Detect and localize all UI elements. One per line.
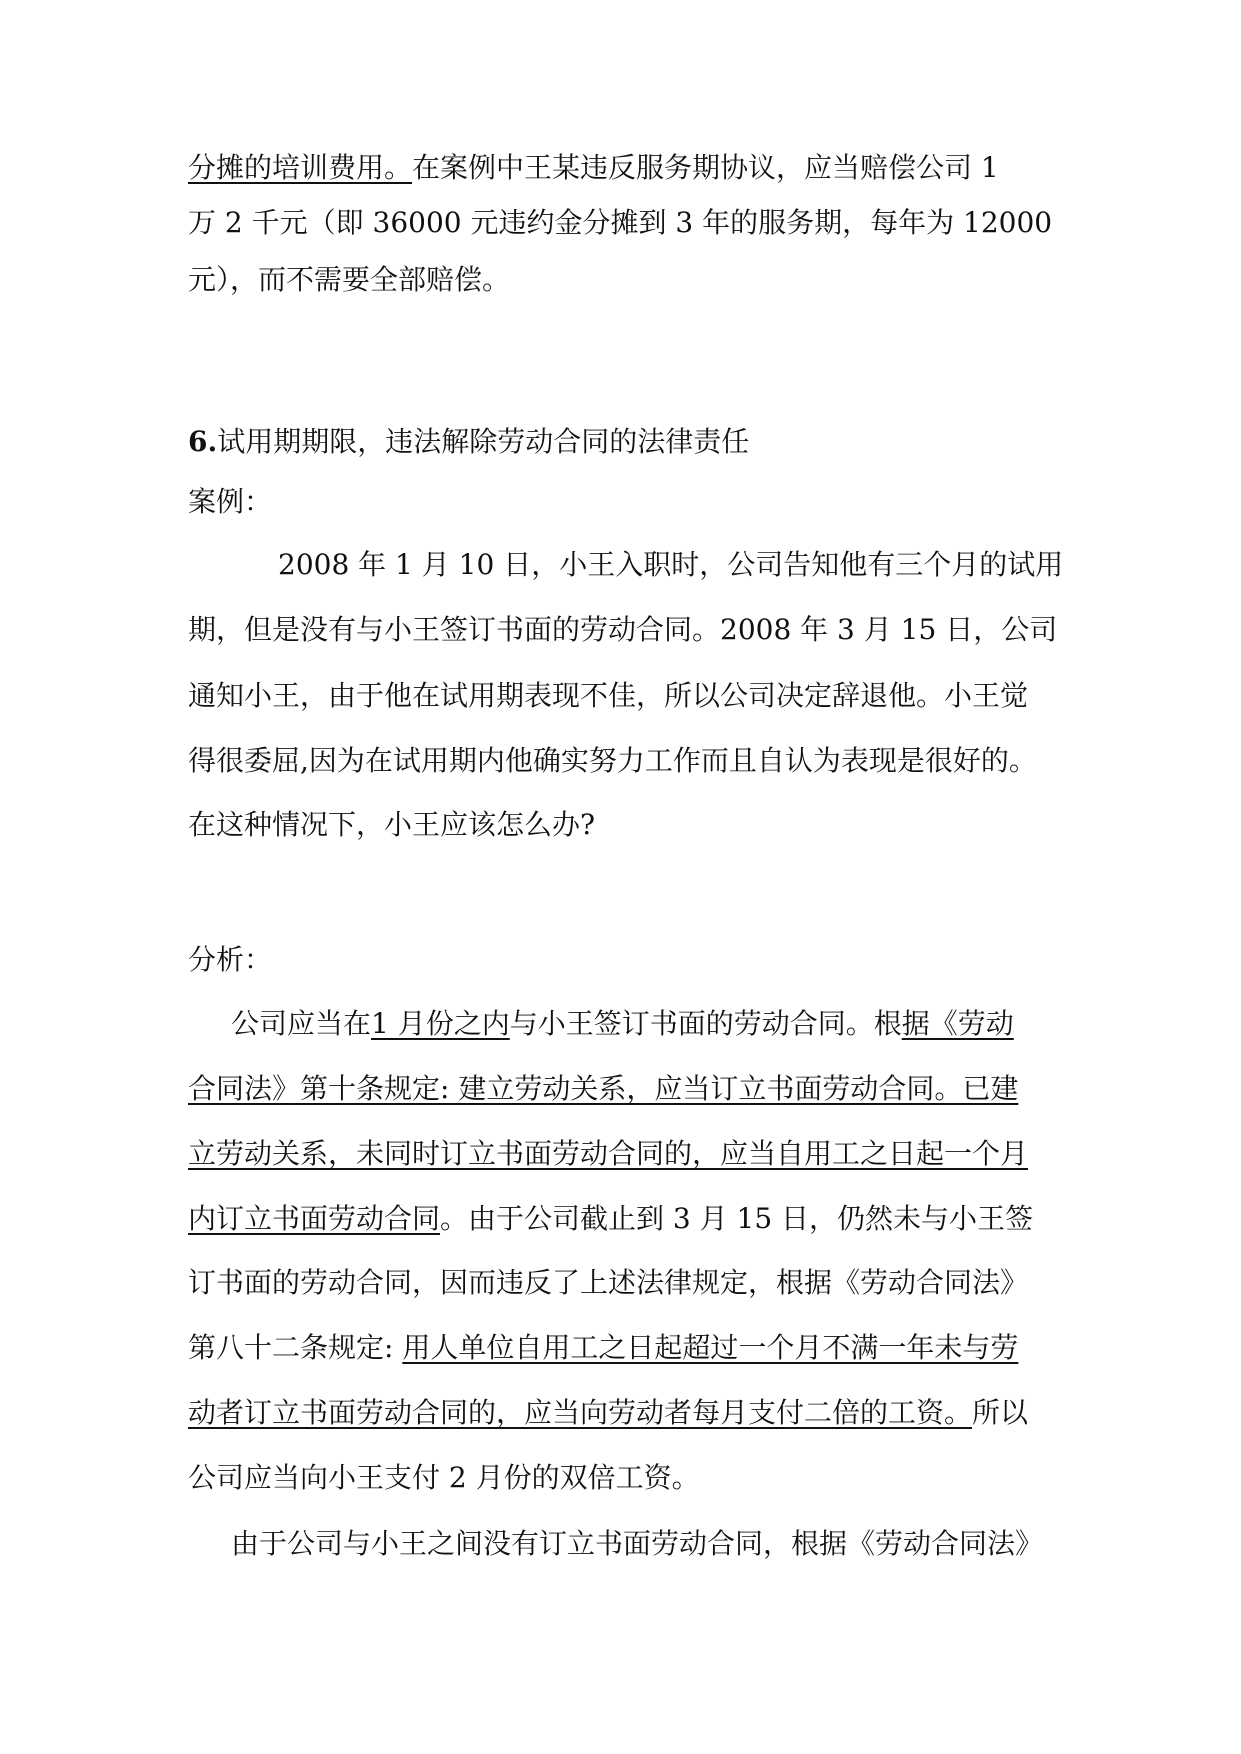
paragraph-line-1 (188, 148, 999, 188)
paragraph-line-3: 元），而不需要全部赔偿。 (188, 263, 511, 296)
text-span: 公司应当在 (231, 1007, 372, 1040)
case-line-4: 得很委屈,因为在试用期内他确实努力工作而且自认为表现是很好的。 (188, 744, 1037, 777)
analysis-line-1 (231, 1004, 1014, 1044)
case-line-5: 在这种情况下，小王应该怎么办? (188, 808, 596, 841)
text-span: 在案例中王某违反服务期协议，应当赔偿公司 1 (412, 151, 999, 184)
underlined-text: 分摊的培训费用。 (188, 151, 413, 184)
analysis-line-5: 订书面的劳动合同，因而违反了上述法律规定，根据《劳动合同法》 (188, 1266, 1029, 1299)
analysis-line-3: 立劳动关系，未同时订立书面劳动合同的，应当自用工之日起一个月 (188, 1137, 1029, 1170)
underlined-text: 动者订立书面劳动合同的，应当向劳动者每月支付二倍的工资。 (188, 1396, 973, 1429)
analysis-label: 分析： (188, 943, 273, 976)
analysis-line-8: 公司应当向小王支付 2 月份的双倍工资。 (188, 1461, 700, 1494)
text-span: 所以 (972, 1396, 1029, 1429)
text-span: 第八十二条规定: (188, 1331, 403, 1364)
analysis-line-4 (188, 1199, 1033, 1239)
paragraph-line-2: 万 2 千元（即 36000 元违约金分摊到 3 年的服务期，每年为 12000 (188, 206, 1053, 239)
section-heading (188, 422, 749, 462)
analysis-line-2: 合同法》第十条规定: 建立劳动关系，应当订立书面劳动合同。已建 (188, 1072, 1019, 1105)
underlined-text: 内订立书面劳动合同 (188, 1202, 441, 1235)
case-label: 案例： (188, 485, 273, 518)
case-line-1: 2008 年 1 月 10 日，小王入职时，公司告知他有三个月的试用 (278, 548, 1064, 581)
underlined-text: 据《劳动 (901, 1007, 1014, 1040)
underlined-text: 用人单位自用工之日起超过一个月不满一年未与劳 (402, 1331, 1019, 1364)
text-span: 与小王签订书面的劳动合同。根 (509, 1007, 902, 1040)
case-line-2: 期，但是没有与小王签订书面的劳动合同。2008 年 3 月 15 日，公司 (188, 613, 1058, 646)
text-span: 。由于公司截止到 3 月 15 日，仍然未与小王签 (440, 1202, 1034, 1235)
heading-text: 试用期期限，违法解除劳动合同的法律责任 (217, 425, 750, 458)
underlined-text: 1 月份之内 (371, 1007, 510, 1040)
heading-number: 6. (188, 425, 218, 458)
case-line-3: 通知小王，由于他在试用期表现不佳，所以公司决定辞退他。小王觉 (188, 679, 1029, 712)
paragraph-line-last: 由于公司与小王之间没有订立书面劳动合同，根据《劳动合同法》 (231, 1527, 1044, 1560)
analysis-line-7 (188, 1393, 1028, 1433)
analysis-line-6 (188, 1328, 1018, 1368)
